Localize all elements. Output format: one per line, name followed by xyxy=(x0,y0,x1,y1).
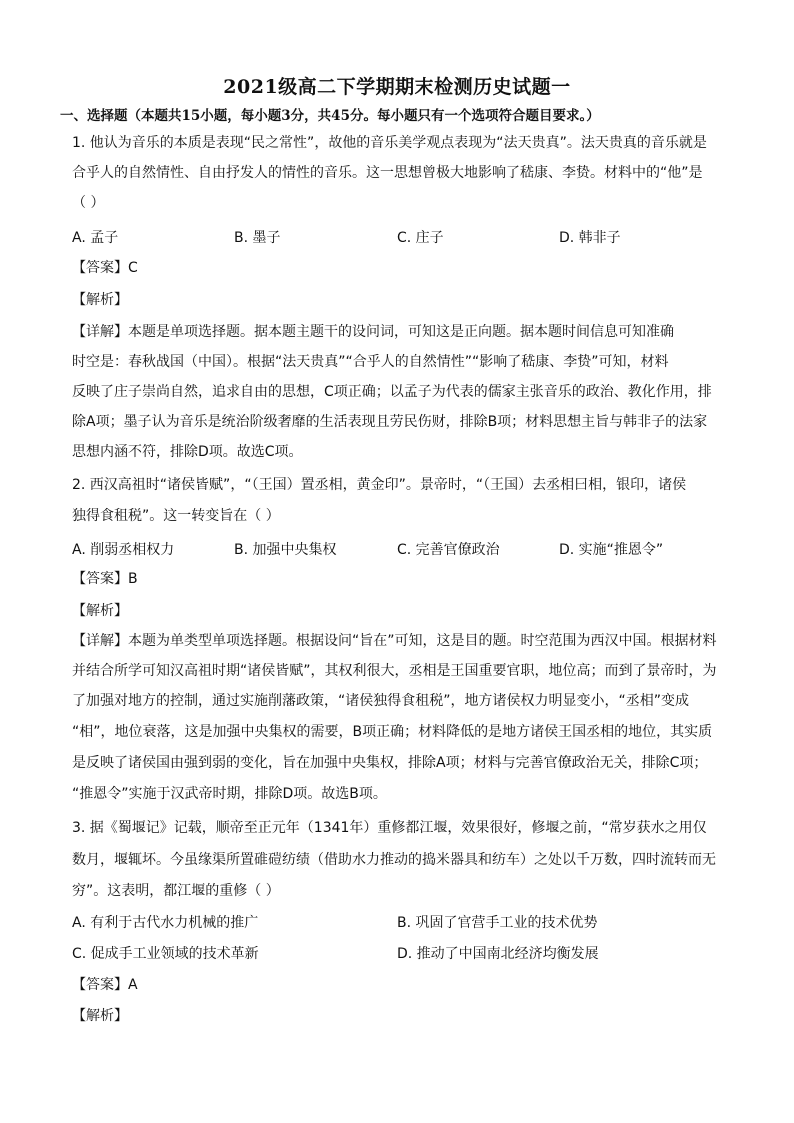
q3-option-a: A. 有利于古代水力机械的推广 xyxy=(72,915,259,931)
q1-detail-line: 【详解】本题是单项选择题。据本题主题干的设问词，可知这是正向题。据本题时间信息可知准确 xyxy=(72,324,674,340)
q2-detail-line: 并结合所学可知汉高祖时期“诸侯皆赋”，其权利很大，丞相是王国重要官职，地位高；而到了景帝时，为 xyxy=(72,663,717,679)
q2-option-b: B. 加强中央集权 xyxy=(234,542,337,558)
q3-stem-line: 穷”。这表明，都江堰的重修（ ） xyxy=(72,883,280,899)
q3-stem-line: 3. 据《蜀堰记》记载，顺帝至正元年（1341年）重修都江堰，效果很好，修堰之前，“常岁获水之用仅 xyxy=(72,820,707,836)
q1-analysis-label: 【解析】 xyxy=(72,292,128,308)
q2-stem-line: 2. 西汉高祖时“诸侯皆赋”，“（王国）置丞相，黄金印”。景帝时，“（王国）去丞相曰相，银印，诸侯 xyxy=(72,477,687,493)
q2-analysis-label: 【解析】 xyxy=(72,603,128,619)
q2-detail-line: 【详解】本题为单类型单项选择题。根据设问“旨在”可知，这是目的题。时空范围为西汉中国。根据材料 xyxy=(72,633,717,649)
q1-detail-line: 思想内涵不符，排除D项。故选C项。 xyxy=(72,444,303,460)
q1-option-b: B. 墨子 xyxy=(234,230,281,246)
q1-answer: 【答案】C xyxy=(72,260,138,276)
q1-stem-line: 1. 他认为音乐的本质是表现“民之常性”，故他的音乐美学观点表现为“法天贵真”。法天贵真的音乐就是 xyxy=(72,135,707,151)
q3-answer: 【答案】A xyxy=(72,977,138,993)
page-title: 2021级高二下学期期末检测历史试题一 xyxy=(223,76,571,98)
q2-detail-line: “推恩令”实施于汉武帝时期，排除D项。故选B项。 xyxy=(72,786,387,802)
q2-detail-line: 是反映了诸侯国由强到弱的变化，旨在加强中央集权，排除A项；材料与完善官僚政治无关，排除C项； xyxy=(72,755,708,771)
q2-option-c: C. 完善官僚政治 xyxy=(397,542,500,558)
q2-option-a: A. 削弱丞相权力 xyxy=(72,542,175,558)
q3-option-d: D. 推动了中国南北经济均衡发展 xyxy=(397,946,599,962)
q1-option-d: D. 韩非子 xyxy=(559,230,621,246)
q1-detail-line: 除A项；墨子认为音乐是统治阶级奢靡的生活表现且劳民伤财，排除B项；材料思想主旨与韩非子的法家 xyxy=(72,414,708,430)
q3-analysis-label: 【解析】 xyxy=(72,1008,128,1024)
section-heading: 一、选择题（本题共15小题，每小题3分，共45分。每小题只有一个选项符合题目要求。） xyxy=(60,108,600,124)
q2-option-d: D. 实施“推恩令” xyxy=(559,542,664,558)
q1-option-a: A. 孟子 xyxy=(72,230,119,246)
q2-detail-line: “相”，地位衰落，这是加强中央集权的需要，B项正确；材料降低的是地方诸侯王国丞相的地位，其实质 xyxy=(72,724,713,740)
q3-option-b: B. 巩固了官营手工业的技术优势 xyxy=(397,915,598,931)
q1-detail-line: 时空是：春秋战国（中国）。根据“法天贵真”“合乎人的自然情性”“影响了嵇康、李贽”可知，材料 xyxy=(72,354,669,370)
q2-answer: 【答案】B xyxy=(72,571,138,587)
q3-stem-line: 数月，堰辄坏。今虽缘渠所置碓磑纺绩（借助水力推动的捣米器具和纺车）之处以千万数，四时流转而无 xyxy=(72,852,716,868)
q2-detail-line: 了加强对地方的控制，通过实施削藩政策，“诸侯独得食租税”，地方诸侯权力明显变小，“丞相”变成 xyxy=(72,693,690,709)
q2-stem-line: 独得食租税”。这一转变旨在（ ） xyxy=(72,508,280,524)
q3-option-c: C. 促成手工业领域的技术革新 xyxy=(72,946,259,962)
q1-stem-line: 合乎人的自然情性、自由抒发人的情性的音乐。这一思想曾极大地影响了嵇康、李贽。材料中的“他”是 xyxy=(72,165,703,181)
q1-option-c: C. 庄子 xyxy=(397,230,444,246)
q1-detail-line: 反映了庄子崇尚自然，追求自由的思想，C项正确；以孟子为代表的儒家主张音乐的政治、教化作用，排 xyxy=(72,384,712,400)
q1-stem-line: （ ） xyxy=(72,195,105,211)
